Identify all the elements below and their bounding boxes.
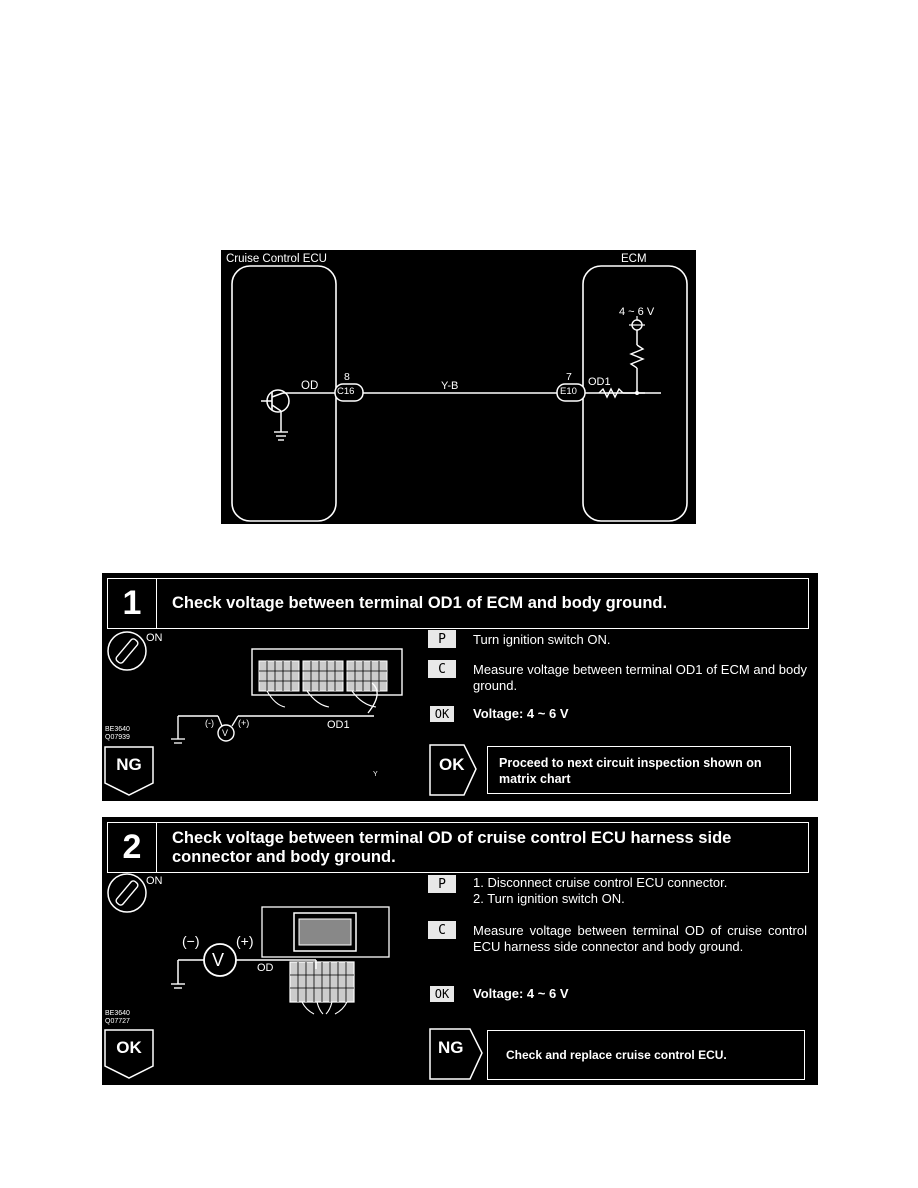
- voltage-label: 4 ~ 6 V: [619, 306, 655, 318]
- c-text: Measure voltage between terminal OD1 of ECM and body ground.: [473, 662, 807, 693]
- ok-tag: OK: [430, 986, 454, 1002]
- ok-flag: [430, 747, 470, 787]
- c-tag: C: [428, 921, 456, 939]
- ok-text: Voltage: 4 ~ 6 V: [473, 706, 569, 721]
- od-fig-label: OD: [257, 962, 274, 974]
- figure-id-2: Q07727: [105, 1018, 130, 1025]
- step-1-panel: [102, 573, 818, 801]
- c-tag: C: [428, 660, 456, 678]
- p-item-2: 2. Turn ignition switch ON.: [473, 891, 625, 906]
- c-text: Measure voltage between terminal OD of cruise control ECU harness side connector and body ground.: [473, 923, 807, 954]
- figure-id-2: Q07939: [105, 734, 130, 741]
- od-label: OD: [301, 380, 319, 392]
- volt-label: V: [222, 728, 229, 738]
- figure-id-1: BE3640: [105, 1010, 130, 1017]
- on-label: ON: [146, 632, 163, 644]
- wire-color-label: Y-B: [441, 380, 459, 392]
- cruise-ecu-label: Cruise Control ECU: [226, 253, 327, 265]
- on-label: ON: [146, 875, 163, 887]
- wiring-diagram-svg: [221, 250, 696, 524]
- stray-mark: Y: [373, 771, 378, 778]
- od1-fig-label: OD1: [327, 719, 350, 731]
- pin-7-label: 7: [566, 371, 572, 383]
- od1-label: OD1: [588, 376, 611, 388]
- ok-flag: [105, 1030, 153, 1070]
- step-1-title: Check voltage between terminal OD1 of ECM and body ground.: [172, 594, 668, 613]
- connector-e10-label: E10: [560, 386, 577, 397]
- connector-c16-label: C16: [337, 386, 355, 397]
- proceed-result-box: Proceed to next circuit inspection shown on matrix chart: [487, 746, 791, 794]
- ok-tag: OK: [430, 706, 454, 722]
- ok-text: Voltage: 4 ~ 6 V: [473, 986, 569, 1001]
- minus-label: (−): [182, 933, 200, 949]
- figure-id-1: BE3640: [105, 726, 130, 733]
- step-1-number: 1: [108, 579, 157, 628]
- step-2-panel: [102, 817, 818, 1085]
- ng-flag-label: NG: [438, 1038, 464, 1057]
- ignition-key-icon: [108, 874, 146, 912]
- plus-label: (+): [238, 718, 250, 728]
- p-text: Turn ignition switch ON.: [473, 632, 611, 647]
- ignition-key-icon: [108, 632, 146, 670]
- p-tag: P: [428, 630, 456, 648]
- replace-ecu-result-box: Check and replace cruise control ECU.: [487, 1030, 805, 1080]
- p-item-1: 1. Disconnect cruise control ECU connector.: [473, 875, 728, 890]
- ng-flag: [430, 1030, 470, 1070]
- plus-label: (+): [236, 933, 254, 949]
- ok-flag-label: OK: [439, 755, 465, 774]
- step-2-number: 2: [108, 823, 157, 872]
- p-tag: P: [428, 875, 456, 893]
- volt-label: V: [212, 950, 225, 970]
- wiring-diagram: [221, 250, 696, 524]
- pullup-resistor-icon: [631, 345, 643, 368]
- ng-flag-label: NG: [116, 755, 142, 774]
- ecm-label: ECM: [621, 253, 647, 265]
- ng-flag: [105, 747, 153, 787]
- minus-label: (-): [205, 718, 214, 728]
- pin-8-label: 8: [344, 371, 350, 383]
- ok-flag-label: OK: [116, 1038, 142, 1057]
- step-2-title: Check voltage between terminal OD of cruise control ECU harness side connector and body ground.: [172, 828, 732, 866]
